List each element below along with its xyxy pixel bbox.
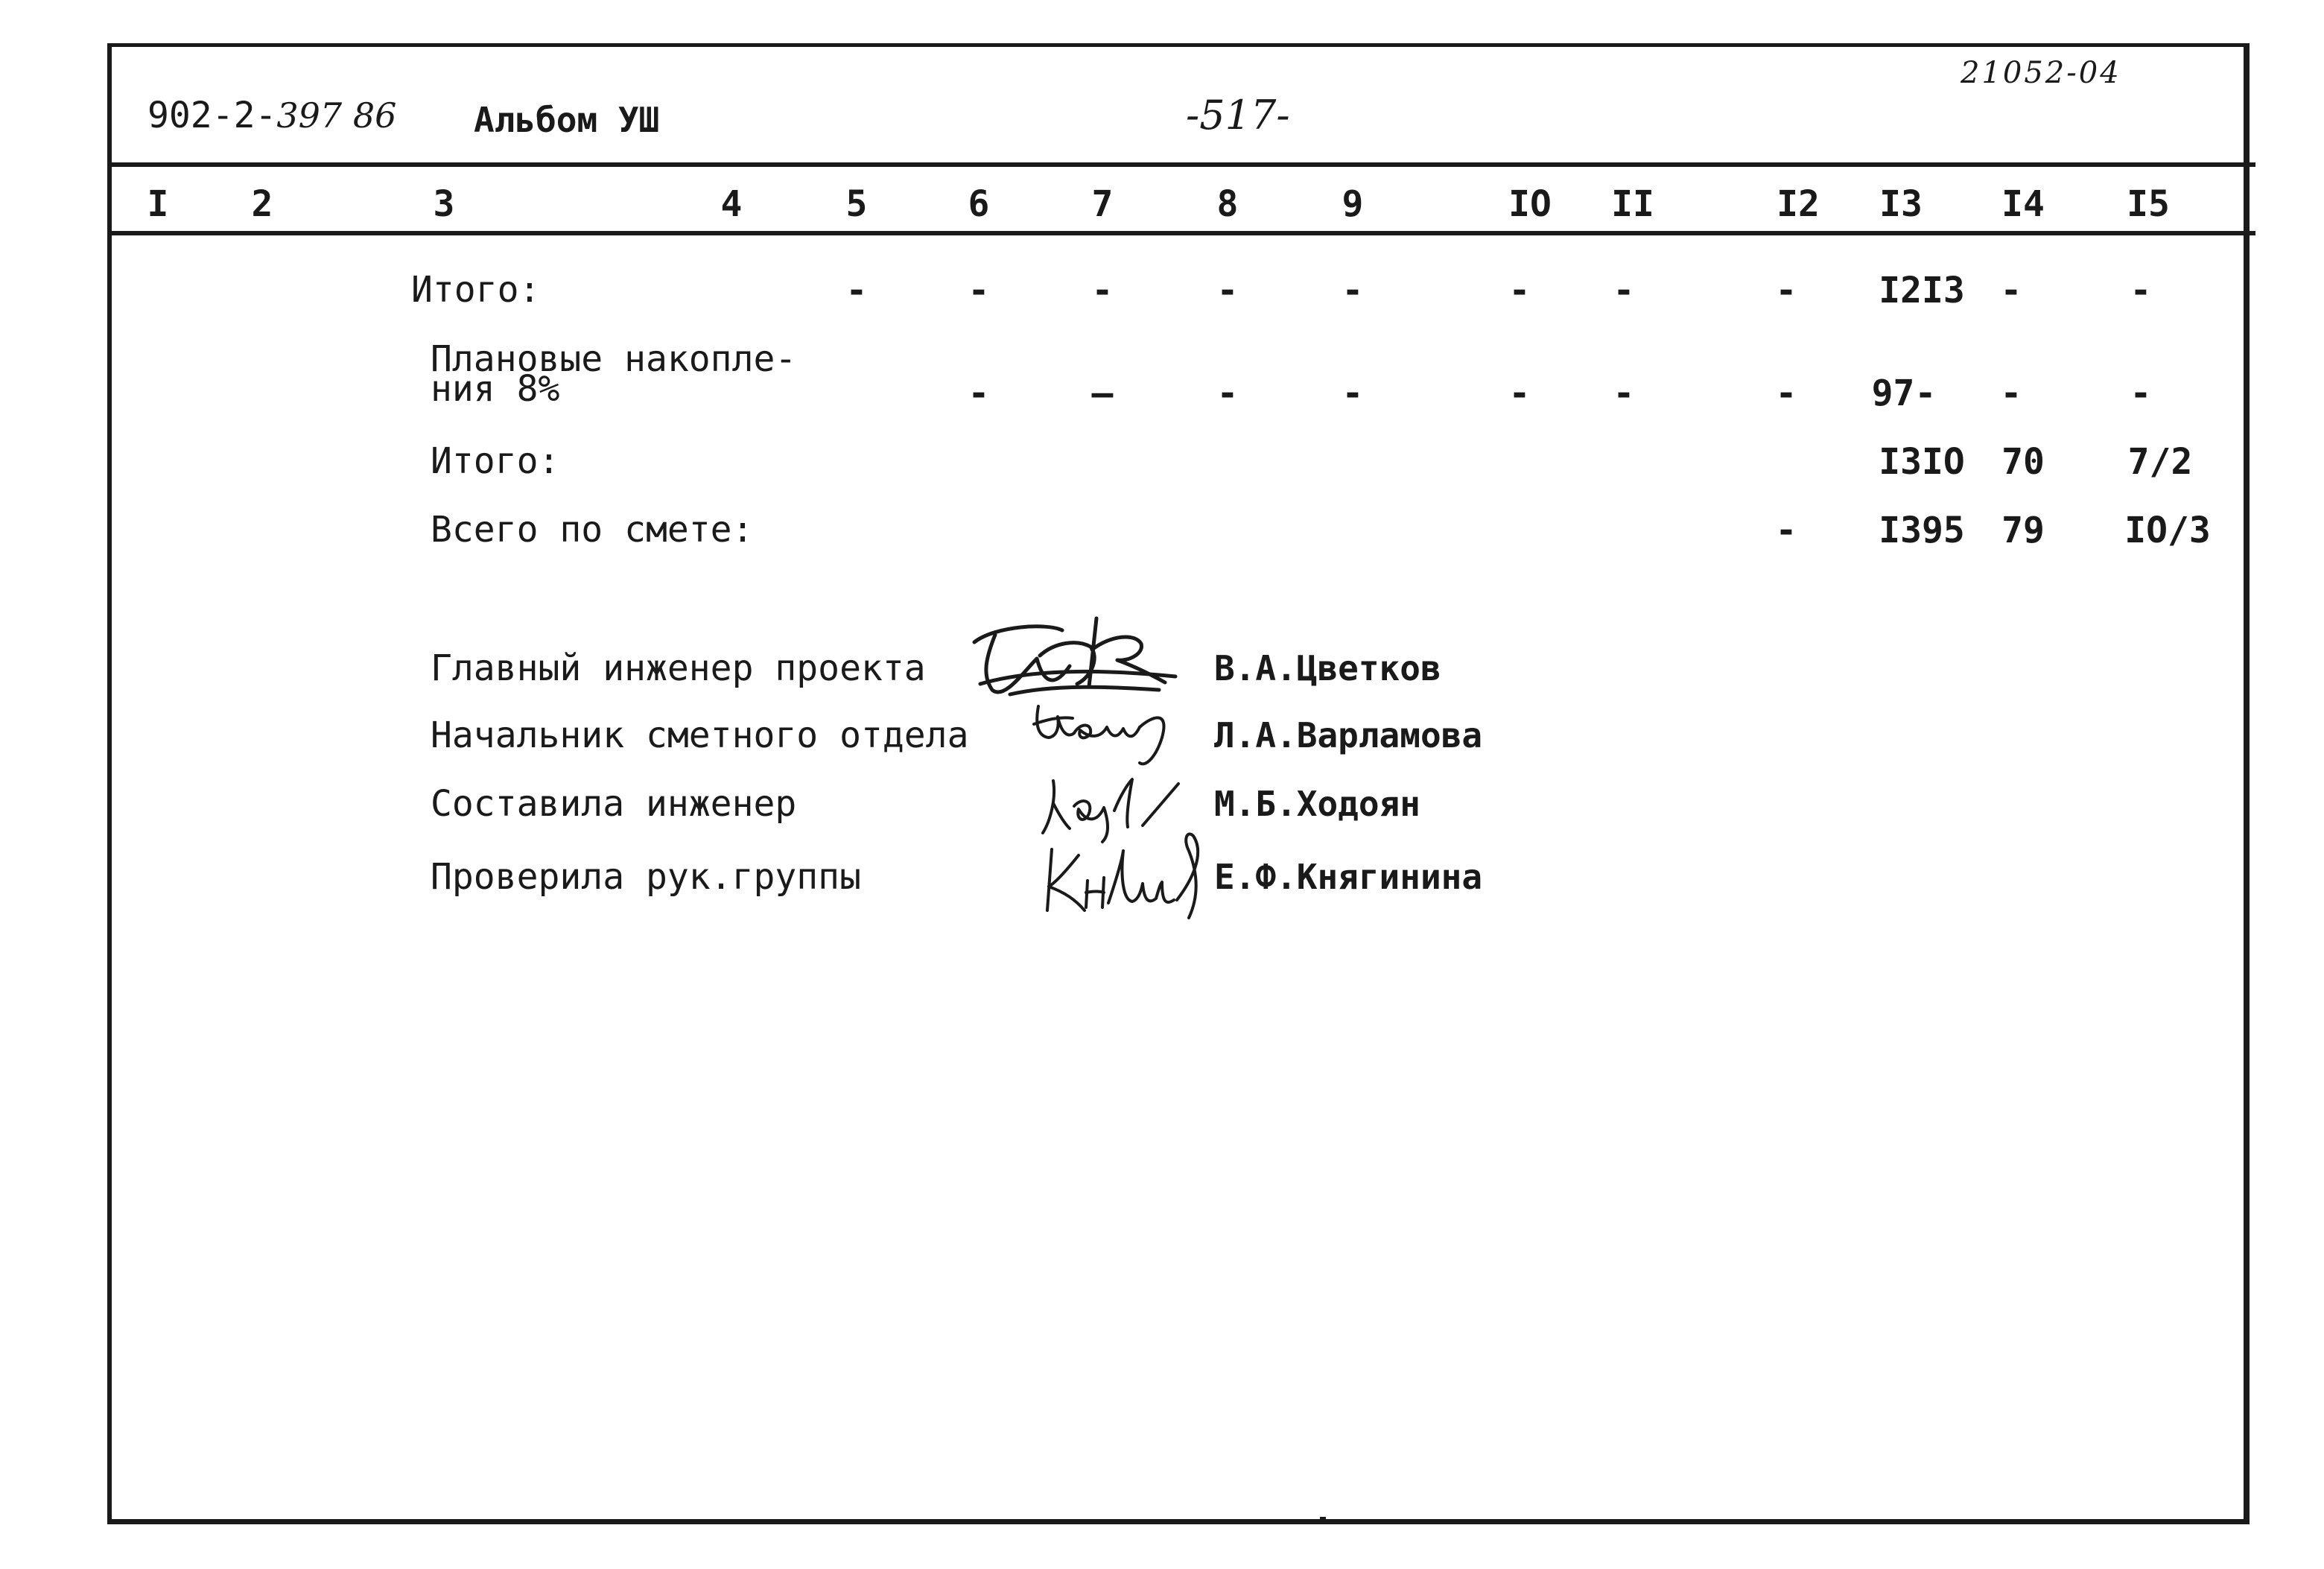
cell: 7/2	[2127, 441, 2193, 483]
col-number: 3	[433, 183, 455, 225]
signature-role: Составила инженер	[431, 783, 797, 825]
col-number: 2	[251, 183, 273, 225]
cell: I3IO	[1879, 441, 1965, 483]
signature-role: Главный инженер проекта	[431, 647, 926, 689]
cell: I395	[1879, 510, 1965, 551]
cell: -	[1091, 270, 1114, 311]
signature-role: Начальник сметного отдела	[431, 714, 969, 756]
col-number: I	[147, 183, 169, 225]
cell: -	[1216, 270, 1239, 311]
row-label: Итого:	[431, 440, 560, 482]
signature-name: Е.Ф.Княгинина	[1214, 857, 1483, 897]
col-number: I5	[2127, 183, 2170, 225]
col-number: 9	[1342, 183, 1364, 225]
signature-name: М.Б.Ходоян	[1214, 784, 1420, 824]
cell: -	[1508, 373, 1531, 414]
cell: IO/3	[2124, 510, 2211, 551]
row-label-line: Плановые накопле-	[431, 338, 797, 380]
cell: -	[1508, 270, 1531, 311]
col-number: I4	[2001, 183, 2045, 225]
col-number: 8	[1216, 183, 1239, 225]
signature-role: Проверила рук.группы	[431, 856, 861, 898]
cell: -	[968, 270, 990, 311]
cell: -	[2000, 373, 2022, 414]
row-label: Всего по смете:	[431, 509, 754, 551]
cell: -	[845, 270, 868, 311]
archive-number: 21052-04	[1961, 56, 2121, 90]
cell: -	[968, 373, 990, 414]
cell: 97-	[1871, 373, 1937, 414]
border-mark	[1320, 1517, 1326, 1524]
cell: -	[1342, 373, 1364, 414]
signature-name: Л.А.Варламова	[1214, 715, 1483, 755]
cell: I2I3	[1879, 270, 1965, 311]
cell: -	[1775, 510, 1797, 551]
doc-number: 902-2-397 86	[147, 95, 397, 136]
row-label	[431, 338, 797, 410]
col-number: II	[1611, 183, 1654, 225]
col-number: 5	[845, 183, 868, 225]
col-number: 6	[968, 183, 990, 225]
cell: -	[2130, 373, 2152, 414]
header-rule	[112, 162, 2255, 167]
cell: -	[1775, 270, 1797, 311]
row-label: Итого:	[411, 269, 541, 311]
cell: -	[2130, 270, 2152, 311]
cell: -	[1613, 373, 1635, 414]
cell: -	[1342, 270, 1364, 311]
col-number: I2	[1777, 183, 1820, 225]
album-label: Альбом УШ	[474, 100, 660, 140]
cell: -	[1775, 373, 1797, 414]
cell: 70	[2001, 441, 2045, 483]
col-number: 7	[1091, 183, 1114, 225]
handwritten-signature	[1040, 828, 1211, 922]
column-numbers-rule	[112, 231, 2255, 235]
cell: -	[1613, 270, 1635, 311]
cell: -	[1216, 373, 1239, 414]
page-number: -517-	[1186, 92, 1290, 139]
row-label-line: ния 8%	[431, 368, 560, 410]
cell: 79	[2001, 510, 2045, 551]
col-number: I3	[1879, 183, 1923, 225]
col-number: IO	[1508, 183, 1552, 225]
col-number: 4	[720, 183, 743, 225]
cell: -	[2000, 270, 2022, 311]
cell: —	[1091, 373, 1114, 414]
signature-name: В.А.Цветков	[1214, 648, 1441, 688]
